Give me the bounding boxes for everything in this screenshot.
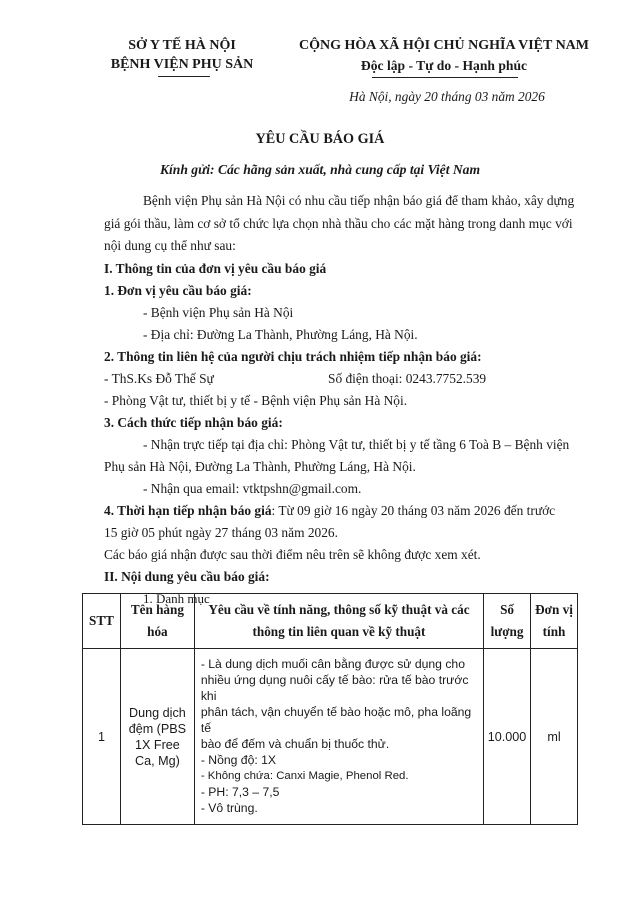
contact-heading: 2. Thông tin liên hệ của người chịu trách nhiệm tiếp nhận báo giá: [104,349,482,364]
requirement-line: bào để đếm và chuẩn bị thuốc thử. [200,737,390,751]
header-name [120,594,194,649]
header-unit-line-2: tính [542,624,566,639]
header-unit-line-1: Đơn vị [535,602,573,617]
method-email: - Nhận qua email: vtktpshn@gmail.com. [143,481,362,496]
contact-phone: Số điện thoại: 0243.7752.539 [328,371,487,386]
item-name-line: 1X Free [134,737,180,752]
table-header-row [83,594,578,649]
requirement-line: - PH: 7,3 – 7,5 [200,785,280,799]
late-note: Các báo giá nhận được sau thời điểm nêu trên sẽ không được xem xét. [104,547,481,562]
header-unit [531,594,578,649]
item-name-line: Dung dịch [129,705,186,720]
intro-line-2: giá gói thầu, làm cơ sở tổ chức lựa chọn nhà thầu cho các mặt hàng trong danh mục với [104,216,573,231]
item-name-line: Ca, Mg) [134,753,180,768]
row-requirements [194,649,483,825]
requirement-line: - Vô trùng. [200,801,258,815]
header-underline-left [158,76,210,77]
section-1-heading: I. Thông tin của đơn vị yêu cầu báo giá [104,261,327,276]
header-qty-line-1: Số [500,602,515,617]
header-name-line-1: Tên hàng [130,602,184,617]
header-stt: STT [83,594,121,649]
row-unit: ml [531,649,578,825]
requirement-line: - Là dung dịch muối cân bằng được sử dụng cho [200,657,465,671]
requirement-line: nhiều ứng dụng nuôi cấy tế bào: rửa tế bào trước khi [200,673,469,703]
method-direct-line-2: Phụ sản Hà Nội, Đường La Thành, Phường Láng, Hà Nội. [104,459,416,474]
method-direct-line-1: - Nhận trực tiếp tại địa chỉ: Phòng Vật tư, thiết bị y tế tầng 6 Toà B – Bệnh viện [143,437,570,452]
section-2-heading: II. Nội dung yêu cầu báo giá: [104,569,270,584]
unit-heading: 1. Đơn vị yêu cầu báo giá: [104,283,252,298]
unit-address: - Địa chỉ: Đường La Thành, Phường Láng, Hà Nội. [143,327,418,342]
deadline-label: 4. Thời hạn tiếp nhận báo giá [104,503,272,518]
header-qty-line-2: lượng [490,624,524,639]
header-req-line-2: thông tin liên quan về kỹ thuật [252,624,426,639]
date-line: Hà Nội, ngày 20 tháng 03 năm 2026 [349,89,545,104]
deadline-text: : Từ 09 giờ 16 ngày 20 tháng 03 năm 2026 đến trước [271,503,556,518]
header-name-line-2: hóa [147,624,168,639]
row-stt: 1 [83,649,121,825]
method-heading: 3. Cách thức tiếp nhận báo giá: [104,415,283,430]
unit-name: - Bệnh viện Phụ sản Hà Nội [143,305,294,320]
header-underline-right [372,77,518,78]
header-req-line-1: Yêu cầu về tính năng, thông số kỹ thuật và các [208,602,470,617]
row-item-name [120,649,194,825]
item-table [82,593,578,825]
header-quantity [484,594,531,649]
recipient-line: Kính gửi: Các hãng sản xuất, nhà cung cấp tại Việt Nam [159,162,481,177]
contact-person: - ThS.Ks Đỗ Thế Sự [104,371,214,386]
deadline-line-1 [104,503,555,519]
item-name-line: đệm (PBS [128,721,187,736]
motto: Độc lập - Tự do - Hạnh phúc [360,58,528,73]
page-title: YÊU CẦU BÁO GIÁ [255,131,385,147]
intro-line-3: nội dung cụ thể như sau: [104,238,236,253]
intro-line-1: Bệnh viện Phụ sản Hà Nội có nhu cầu tiếp nhận báo giá để tham khảo, xây dựng [143,193,575,208]
requirement-line: - Nồng độ: 1X [200,753,277,767]
org-name: BỆNH VIỆN PHỤ SẢN [110,57,254,72]
header-requirements [194,594,483,649]
country-name: CỘNG HÒA XÃ HỘI CHỦ NGHĨA VIỆT NAM [298,38,589,53]
requirement-line: - Không chứa: Canxi Magie, Phenol Red. [200,770,409,782]
row-quantity: 10.000 [484,649,531,825]
contact-department: - Phòng Vật tư, thiết bị y tế - Bệnh viện Phụ sản Hà Nội. [104,393,408,408]
deadline-line-2: 15 giờ 05 phút ngày 27 tháng 03 năm 2026. [104,525,338,540]
requirement-line: phân tách, vận chuyển tế bào hoặc mô, pha loãng tế [200,705,472,735]
org-parent: SỞ Y TẾ HÀ NỘI [128,38,236,53]
table-row [83,649,578,825]
list-label: 1. Danh mục [143,591,210,606]
